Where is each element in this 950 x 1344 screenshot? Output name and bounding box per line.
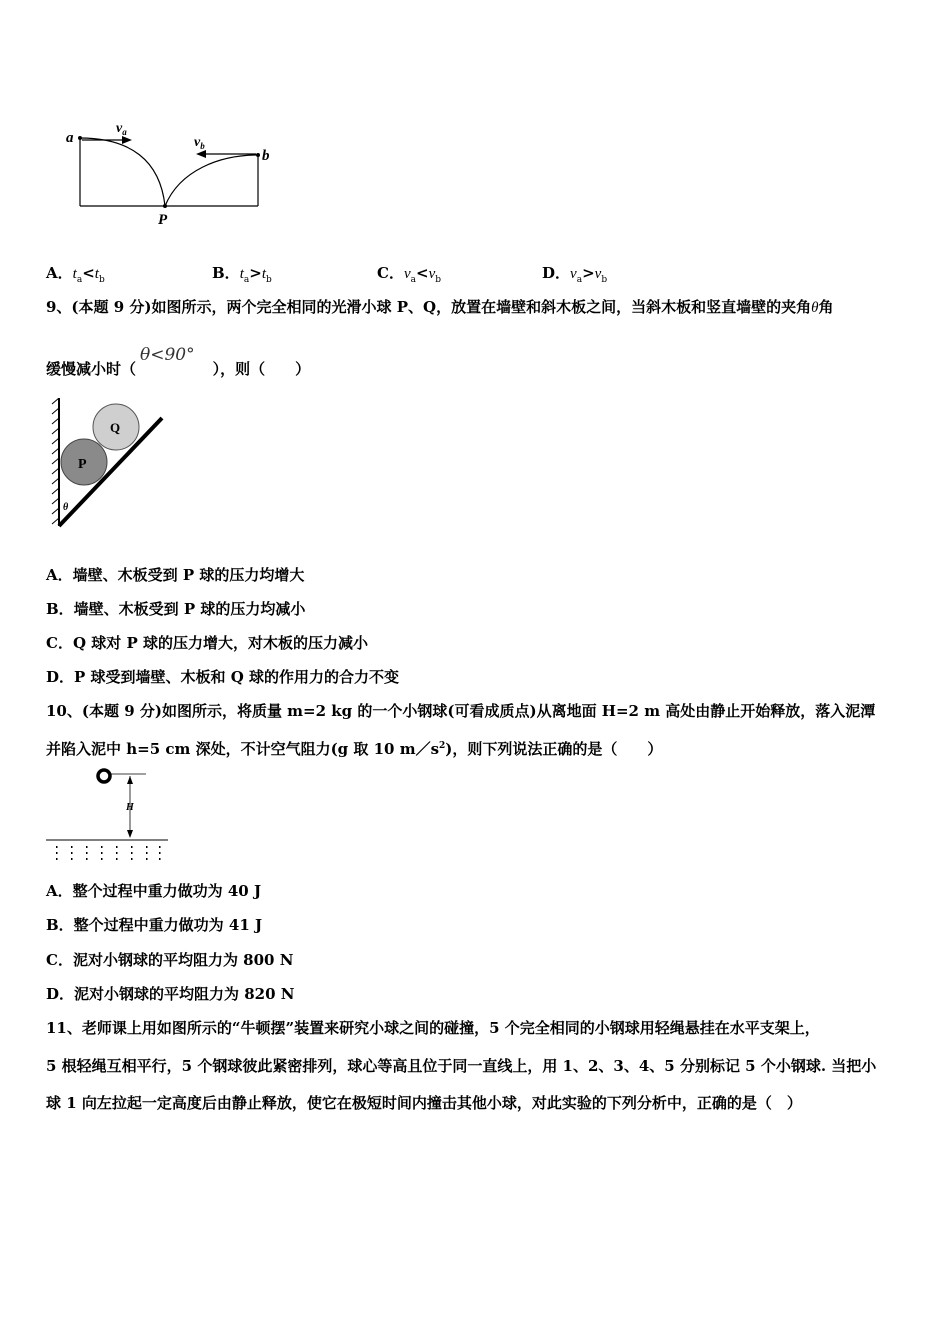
q8-label-va: $v_a$ (116, 121, 127, 137)
q9-option-d[interactable]: D．P 球受到墙壁、木板和 Q 球的作用力的合力不变 (46, 668, 400, 686)
q10-steel-ball (98, 770, 110, 782)
q11-stem-line1: 11、老师课上用如图所示的“牛顿摆”装置来研究小球之间的碰撞，5 个完全相同的小钢球用轻绳悬挂在水平支架上， (46, 1019, 820, 1037)
q8-figure (60, 110, 290, 230)
q8-option-a[interactable]: A．$t_a<t_b$ (46, 264, 105, 285)
q9-wall-hatching (52, 398, 59, 524)
q9-option-a[interactable]: A．墙壁、木板受到 P 球的压力均增大 (46, 566, 305, 584)
q10-option-c[interactable]: C．泥对小钢球的平均阻力为 800 N (46, 951, 294, 969)
q8-option-c[interactable]: C．$v_a<v_b$ (377, 264, 442, 285)
q8-option-d[interactable]: D．$v_a>v_b$ (542, 264, 608, 285)
q8-label-b: b (262, 148, 270, 164)
q10-option-d[interactable]: D．泥对小钢球的平均阻力为 820 N (46, 985, 295, 1003)
q8-curve-a (80, 138, 165, 206)
q8-point-b (256, 153, 260, 157)
q8-option-b[interactable]: B．$t_a>t_b$ (212, 264, 272, 285)
q8-point-p (163, 204, 167, 208)
q10-stem-line2: 并陷入泥中 h=5 cm 深处，不计空气阻力(g 取 10 $m/s^2$)，则下列说法正确的是（ ） (46, 740, 663, 758)
q10-height-arrow-up (127, 776, 133, 784)
q9-stem-line1: 9、(本题 9 分)如图所示，两个完全相同的光滑小球 P、Q，放置在墙壁和斜木板之间，当斜木板和竖直墙壁的夹角θ角 (46, 298, 834, 316)
q10-height-arrow-down (127, 830, 133, 838)
q10-option-a[interactable]: A．整个过程中重力做功为 40 J (46, 882, 262, 900)
q9-label-theta: θ (63, 502, 69, 513)
q8-label-p: P (158, 212, 168, 228)
q11-stem-line2: 5 根轻绳互相平行，5 个钢球彼此紧密排列，球心等高且位于同一直线上，用 1、2、3、4、5 分别标记 5 个小钢球. 当把小 (46, 1057, 877, 1075)
q10-option-b[interactable]: B．整个过程中重力做功为 41 J (46, 916, 263, 934)
q9-stem-line2: 缓慢减小时（θ<90°），则（ ） (46, 345, 311, 378)
q11-stem-line3: 球 1 向左拉起一定高度后由静止释放，使它在极短时间内撞击其他小球，对此实验的下列分析中，正确的是（ ） (46, 1094, 802, 1112)
q8-label-vb: $v_b$ (194, 135, 205, 151)
q8-label-a: a (66, 130, 74, 146)
q8-arrowhead-va (122, 136, 132, 144)
q9-option-c[interactable]: C．Q 球对 P 球的压力增大，对木板的压力减小 (46, 634, 368, 652)
q9-figure (50, 398, 170, 533)
q10-label-h: H (126, 802, 134, 813)
q9-option-b[interactable]: B．墙壁、木板受到 P 球的压力均减小 (46, 600, 306, 618)
q10-figure (44, 764, 174, 870)
q9-condition: θ<90° (140, 345, 195, 365)
q8-arrowhead-vb (196, 150, 206, 158)
q10-stem-line1: 10、(本题 9 分)如图所示，将质量 m=2 kg 的一个小钢球(可看成质点)从离地面 H=2 m 高处由静止开始释放，落入泥潭 (46, 702, 876, 720)
q8-curve-b (165, 155, 258, 206)
q9-label-q: Q (110, 420, 121, 435)
q9-label-p: P (78, 457, 87, 472)
q10-mud-dots (56, 846, 161, 860)
q8-point-a (78, 136, 82, 140)
